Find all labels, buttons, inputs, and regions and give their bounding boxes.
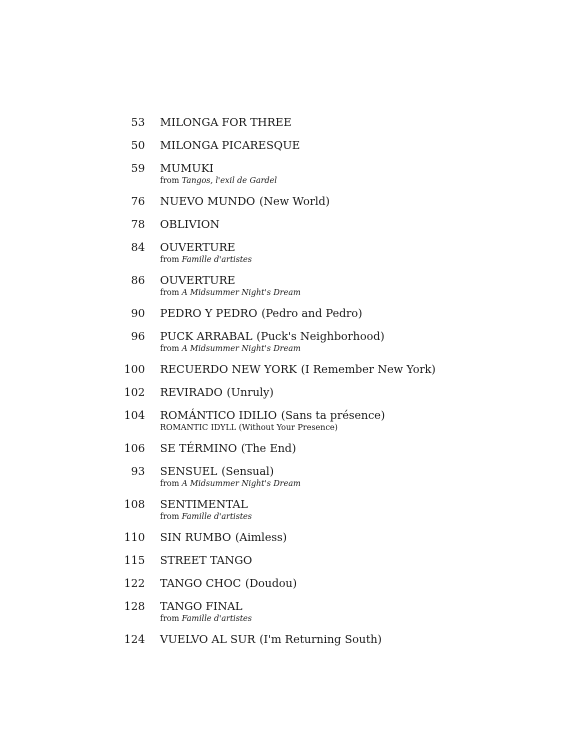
page-number: 50 — [131, 139, 145, 152]
source-from: from — [160, 512, 180, 521]
title-translation: (Puck's Neighborhood) — [256, 330, 385, 343]
page-number: 106 — [124, 442, 145, 455]
page-number: 76 — [131, 195, 145, 208]
title-translation: (Doudou) — [245, 577, 297, 590]
title-translation: (I'm Returning South) — [259, 633, 382, 646]
page-number: 122 — [124, 577, 145, 590]
entry-source — [160, 512, 252, 522]
entry-title — [160, 195, 330, 209]
entry-text — [160, 442, 296, 456]
entry-text — [160, 465, 301, 489]
toc-entry[interactable] — [0, 465, 567, 489]
entry-source — [160, 255, 252, 265]
source-work: Famille d'artistes — [181, 255, 252, 264]
entry-source — [160, 344, 385, 354]
title-main: PEDRO Y PEDRO — [160, 307, 258, 320]
toc-entry[interactable] — [0, 600, 567, 624]
source-work: A Midsummer Night's Dream — [181, 344, 301, 353]
title-main: SENSUEL — [160, 465, 218, 478]
title-main: MILONGA PICARESQUE — [160, 139, 301, 152]
title-translation: (Sans ta présence) — [280, 409, 386, 422]
entry-title — [160, 531, 287, 545]
title-main: RECUERDO NEW YORK — [160, 363, 297, 376]
source-from: from — [160, 479, 180, 488]
title-main: STREET TANGO — [160, 554, 253, 567]
source-from: from — [160, 614, 180, 623]
entry-source — [160, 479, 301, 489]
source-work: A Midsummer Night's Dream — [181, 288, 301, 297]
toc-entry[interactable] — [0, 195, 567, 209]
toc-entry[interactable] — [0, 162, 567, 186]
page-number: 124 — [124, 633, 145, 646]
entry-text — [160, 307, 362, 321]
entry-text — [160, 116, 291, 130]
page-number: 86 — [131, 274, 145, 287]
page-number: 90 — [131, 307, 145, 320]
entry-text — [160, 139, 300, 153]
entry-title — [160, 162, 277, 176]
entry-source — [160, 288, 301, 298]
toc-entry[interactable] — [0, 386, 567, 400]
toc-entry[interactable] — [0, 218, 567, 232]
title-main: TANGO CHOC — [160, 577, 242, 590]
title-translation: (Pedro and Pedro) — [261, 307, 363, 320]
entry-text — [160, 600, 252, 624]
title-main: SENTIMENTAL — [160, 498, 248, 511]
title-main: OBLIVION — [160, 218, 220, 231]
page-number: 104 — [124, 409, 145, 422]
source-work: Tangos, l'exil de Gardel — [181, 176, 277, 185]
entry-title — [160, 139, 300, 153]
entry-text — [160, 162, 277, 186]
title-main: OUVERTURE — [160, 241, 236, 254]
entry-source — [160, 176, 277, 186]
toc-entry[interactable] — [0, 633, 567, 647]
page-number: 102 — [124, 386, 145, 399]
title-main: VUELVO AL SUR — [160, 633, 256, 646]
title-translation: (New World) — [259, 195, 330, 208]
source-from: from — [160, 176, 180, 185]
title-main: TANGO FINAL — [160, 600, 243, 613]
toc-entry[interactable] — [0, 554, 567, 568]
entry-title — [160, 442, 296, 456]
entry-title — [160, 633, 382, 647]
toc-entry[interactable] — [0, 498, 567, 522]
title-main: MILONGA FOR THREE — [160, 116, 292, 129]
entry-text — [160, 241, 252, 265]
entry-text — [160, 218, 220, 232]
title-main: MUMUKI — [160, 162, 214, 175]
entry-source — [160, 614, 252, 624]
entry-text — [160, 409, 385, 433]
toc-entry[interactable] — [0, 274, 567, 298]
entry-title — [160, 465, 301, 479]
entry-subtitle: ROMANTIC IDYLL (Without Your Presence) — [160, 423, 338, 432]
entry-title — [160, 307, 362, 321]
toc-entry[interactable] — [0, 307, 567, 321]
entry-text — [160, 363, 436, 377]
entry-title — [160, 218, 220, 232]
entry-text — [160, 531, 287, 545]
page-number: 115 — [124, 554, 145, 567]
source-work: Famille d'artistes — [181, 512, 252, 521]
entry-title — [160, 274, 301, 288]
table-of-contents — [0, 116, 567, 656]
toc-entry[interactable] — [0, 409, 567, 433]
entry-title — [160, 363, 436, 377]
title-main: NUEVO MUNDO — [160, 195, 256, 208]
title-main: REVIRADO — [160, 386, 223, 399]
toc-entry[interactable] — [0, 241, 567, 265]
entry-text — [160, 274, 301, 298]
title-translation: (Unruly) — [226, 386, 274, 399]
source-from: from — [160, 288, 180, 297]
title-main: SIN RUMBO — [160, 531, 232, 544]
entry-title — [160, 554, 252, 568]
entry-title — [160, 600, 252, 614]
title-main: ROMÁNTICO IDILIO — [160, 409, 277, 422]
title-translation: (The End) — [240, 442, 297, 455]
page-number: 108 — [124, 498, 145, 511]
title-main: OUVERTURE — [160, 274, 236, 287]
entry-text — [160, 330, 385, 354]
page-number: 84 — [131, 241, 145, 254]
entry-text — [160, 386, 274, 400]
toc-entry[interactable] — [0, 116, 567, 130]
title-main: SE TÉRMINO — [160, 442, 237, 455]
entry-title — [160, 498, 252, 512]
toc-entry[interactable] — [0, 363, 567, 377]
toc-entry[interactable] — [0, 139, 567, 153]
entry-title — [160, 577, 297, 591]
entry-text — [160, 577, 297, 591]
title-main: PUCK ARRABAL — [160, 330, 253, 343]
title-translation: (I Remember New York) — [300, 363, 436, 376]
page-number: 96 — [131, 330, 145, 343]
page-number: 128 — [124, 600, 145, 613]
entry-title — [160, 241, 252, 255]
entry-text — [160, 195, 330, 209]
page-number: 53 — [131, 116, 145, 129]
entry-text — [160, 498, 252, 522]
title-translation: (Aimless) — [235, 531, 287, 544]
page-number: 78 — [131, 218, 145, 231]
title-translation: (Sensual) — [221, 465, 274, 478]
page-number: 110 — [124, 531, 145, 544]
toc-entry[interactable] — [0, 330, 567, 354]
source-work: Famille d'artistes — [181, 614, 252, 623]
page-number: 59 — [131, 162, 145, 175]
page-number: 93 — [131, 465, 145, 478]
source-work: A Midsummer Night's Dream — [181, 479, 301, 488]
entry-title — [160, 386, 274, 400]
source-from: from — [160, 344, 180, 353]
toc-entry[interactable] — [0, 577, 567, 591]
toc-entry[interactable] — [0, 531, 567, 545]
entry-title — [160, 330, 385, 344]
entry-text — [160, 633, 382, 647]
page-number: 100 — [124, 363, 145, 376]
source-from: from — [160, 255, 180, 264]
entry-title — [160, 116, 291, 130]
toc-entry[interactable] — [0, 442, 567, 456]
entry-text — [160, 554, 252, 568]
entry-title — [160, 409, 385, 423]
